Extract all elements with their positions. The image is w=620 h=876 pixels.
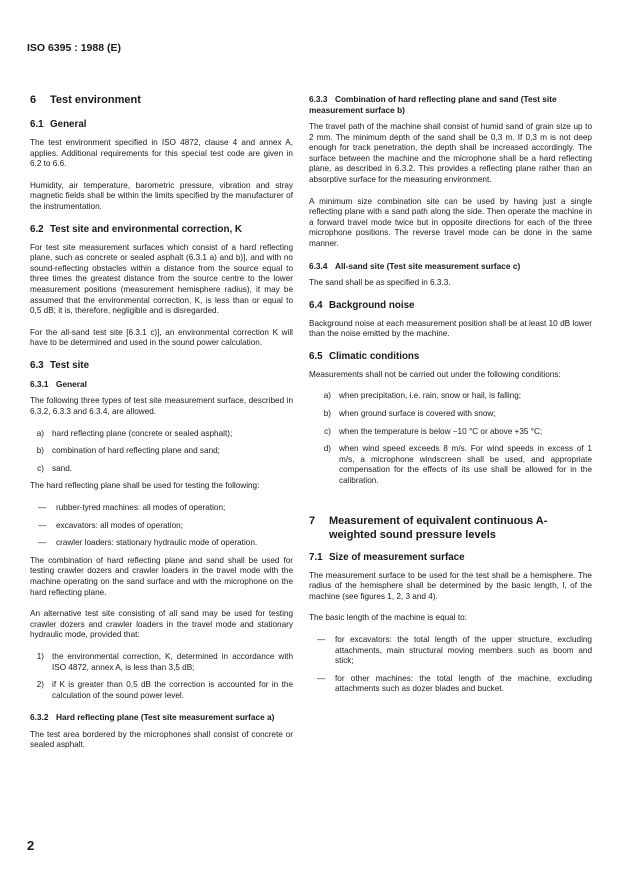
section-7-heading: 7 Measurement of equivalent continuous A-weighted sound pressure levels <box>309 514 548 541</box>
list-item: d) when wind speed exceeds 8 m/s. For wind speeds in excess of 1 m/s, a microphone windscreen shall be used, and appropriate compensation for the effects of its use shall be allowed for in the calibration. <box>323 444 592 485</box>
paragraph: A minimum size combination site can be used by having just a single reflecting plane with a sand path along the side. Then operate the machine in a forward travel mode twice but in opposite directions for each of the three microphone positions. The reverse travel mode can be done in the same manner. <box>309 196 592 248</box>
left-column <box>30 94 293 762</box>
paragraph: Humidity, air temperature, barometric pressure, vibration and stray magnetic fields shall be within the limits specified by the manufacturer of the instrumentation. <box>30 180 293 211</box>
list-item: b) when ground surface is covered with snow; <box>323 409 496 418</box>
paragraph: The hard reflecting plane shall be used for testing the following: <box>30 481 260 491</box>
section-6-4-heading: 6.4 Background noise <box>309 299 415 311</box>
paragraph: For the all-sand test site [6.3.1 c)], an environmental correction K will have to be determined and used in the sound power calculation. <box>30 327 293 348</box>
paragraph: Background noise at each measurement position shall be at least 10 dB lower than the noise emitted by the machine. <box>309 318 592 339</box>
paragraph: The travel path of the machine shall consist of humid sand of grain size up to 2 mm. The minimum depth of the sand shall be 0,3 m. If 0,3 m is not deep enough for track penetration, the depth shall be increased accordingly. The surface between the machine and the microphone shall be a hard reflecting plane, as described in 6.3.2. This provides a reflecting plane rather than an absorptive surface for the measuring environment. <box>309 122 592 184</box>
paragraph: The combination of hard reflecting plane and sand shall be used for testing crawler dozers and crawler loaders in the travel mode with the machine operating on the sand surface and with the microphone on the hard reflecting plane. <box>30 555 293 597</box>
paragraph: The basic length of the machine is equal to: <box>309 613 467 623</box>
list-item: — for excavators: the total length of the upper structure, excluding attachments, main structural moving members such as boom and stick; <box>317 634 592 666</box>
section-7-1-heading: 7.1 Size of measurement surface <box>309 551 465 563</box>
section-6-5-heading: 6.5 Climatic conditions <box>309 350 420 362</box>
list-item: a) hard reflecting plane (concrete or sealed asphalt); <box>36 428 233 438</box>
paragraph: The test area bordered by the microphones shall consist of concrete or sealed asphalt. <box>30 729 293 750</box>
list-item: — rubber-tyred machines: all modes of operation; <box>38 502 226 512</box>
section-6-1-heading: 6.1 General <box>30 119 87 130</box>
list-item: — for other machines: the total length of the machine, excluding attachments such as dozer blades and bucket. <box>317 673 592 694</box>
paragraph: The sand shall be as specified in 6.3.3. <box>309 278 451 288</box>
section-6-heading: 6 Test environment <box>30 94 141 106</box>
list-item: — crawler loaders: stationary hydraulic mode of operation. <box>38 538 258 548</box>
paragraph: An alternative test site consisting of all sand may be used for testing crawler dozers and crawler loaders in the travel mode and stationary hydraulic mode, provided that: <box>30 609 293 640</box>
paragraph: The test environment specified in ISO 4872, clause 4 and annex A, applies. Additional requirements for this special test code are given in 6.2 to 6.6. <box>30 138 293 169</box>
list-item: b) combination of hard reflecting plane and sand; <box>36 446 220 456</box>
section-6-3-3-heading: 6.3.3 Combination of hard reflecting plane and sand (Test site measurement surface b) <box>309 94 557 115</box>
right-column <box>309 94 592 702</box>
page-number: 2 <box>27 838 35 853</box>
paragraph: Measurements shall not be carried out under the following conditions: <box>309 369 561 379</box>
section-6-3-4-heading: 6.3.4 All-sand site (Test site measurement surface c) <box>309 260 521 271</box>
section-6-3-heading: 6.3 Test site <box>30 359 90 371</box>
list-item: 1) the environmental correction, K, determined in accordance with ISO 4872, annex A, is less than 3,5 dB; <box>36 651 293 672</box>
paragraph: The following three types of test site measurement surface, described in 6.3.2, 6.3.3 and 6.3.4, are allowed. <box>30 396 293 416</box>
section-6-2-heading: 6.2 Test site and environmental correction, K <box>30 223 242 235</box>
list-item: a) when precipitation, i.e. rain, snow or hail, is falling; <box>323 391 522 401</box>
section-6-3-1-heading: 6.3.1 General <box>30 378 87 389</box>
paragraph: The measurement surface to be used for the test shall be a hemisphere. The radius of the hemisphere shall be determined by the basic length, l, of the machine (see figures 1, 2, 3 and 4). <box>309 570 592 601</box>
list-item: 2) if K is greater than 0,5 dB the correction is accounted for in the calculation of the sound power level. <box>36 680 293 700</box>
document-header: ISO 6395 : 1988 (E) <box>27 42 121 54</box>
list-item: c) sand. <box>37 463 73 473</box>
list-item: — excavators: all modes of operation; <box>38 520 183 530</box>
list-item: c) when the temperature is below −10 °C or above +35 °C; <box>324 426 543 436</box>
section-6-3-2-heading: 6.3.2 Hard reflecting plane (Test site measurement surface a) <box>30 712 275 723</box>
paragraph: For test site measurement surfaces which consist of a hard reflecting plane, such as concrete or sealed asphalt (6.3.1 a) and b)], and with no sound-reflecting obstacles within a distance from the source equal to three times the greatest distance from the source centre to the lower measurement positions (measurement hemisphere radius), it may be assumed that the environmental correction, K, is less than or equal to 0,5 dB; it is, therefore, negligible and is disregarded. <box>30 242 293 316</box>
